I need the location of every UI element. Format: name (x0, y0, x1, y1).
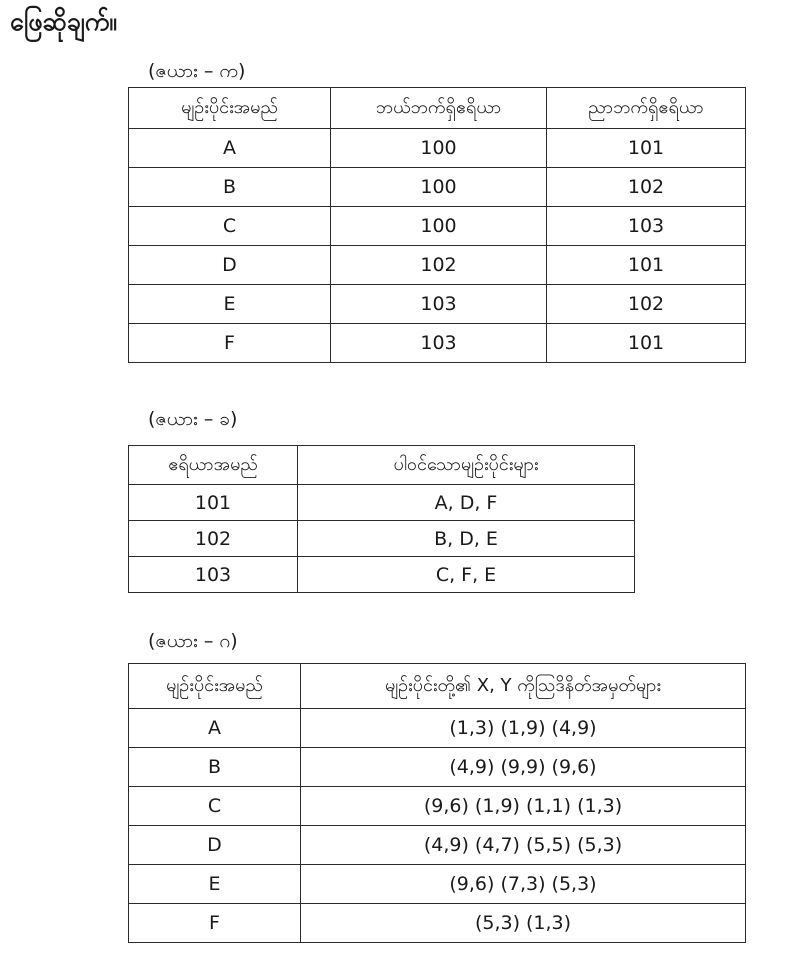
column-header: ဧရိယာအမည် (129, 446, 298, 485)
segment-name-cell: D (129, 826, 301, 865)
left-area-cell: 100 (331, 129, 547, 168)
segment-name-cell: C (129, 207, 331, 246)
table-row (129, 285, 746, 324)
table-row (129, 748, 746, 787)
column-header: မျဉ်းပိုင်းအမည် (129, 88, 331, 129)
table-row (129, 904, 746, 943)
segment-name-cell: D (129, 246, 331, 285)
coordinates-cell: (1,3) (1,9) (4,9) (301, 709, 746, 748)
table-row (129, 246, 746, 285)
table-row (129, 324, 746, 363)
segment-name-cell: F (129, 324, 331, 363)
right-area-cell: 103 (547, 207, 746, 246)
left-area-cell: 102 (331, 246, 547, 285)
table-row (129, 787, 746, 826)
segment-name-cell: B (129, 168, 331, 207)
table-row (129, 485, 635, 521)
table1-caption: (ဇယား – က) (148, 60, 246, 82)
table-header-row (129, 446, 635, 485)
right-area-cell: 101 (547, 324, 746, 363)
table-row (129, 168, 746, 207)
segment-name-cell: E (129, 285, 331, 324)
segment-name-cell: E (129, 865, 301, 904)
table-row (129, 207, 746, 246)
table2-caption: (ဇယား – ခ) (148, 408, 238, 430)
column-header: ဘယ်ဘက်ရှိဧရိယာ (331, 88, 547, 129)
segment-name-cell: F (129, 904, 301, 943)
coordinates-cell: (4,9) (9,9) (9,6) (301, 748, 746, 787)
segment-name-cell: A (129, 709, 301, 748)
area-segments-table (128, 445, 635, 593)
table-header-row (129, 664, 746, 709)
segment-name-cell: B (129, 748, 301, 787)
column-header: မျဉ်းပိုင်းအမည် (129, 664, 301, 709)
answer-heading: ဖြေဆိုချက်။ (10, 7, 117, 36)
right-area-cell: 101 (547, 246, 746, 285)
left-area-cell: 100 (331, 207, 547, 246)
segments-cell: A, D, F (298, 485, 635, 521)
coordinates-cell: (5,3) (1,3) (301, 904, 746, 943)
segment-coordinates-table (128, 663, 746, 943)
segments-cell: B, D, E (298, 521, 635, 557)
table-row (129, 826, 746, 865)
table-header-row (129, 88, 746, 129)
segment-name-cell: C (129, 787, 301, 826)
column-header: ပါဝင်သောမျဉ်းပိုင်းများ (298, 446, 635, 485)
right-area-cell: 102 (547, 285, 746, 324)
table-row (129, 709, 746, 748)
right-area-cell: 101 (547, 129, 746, 168)
table3-caption: (ဇယား – ဂ) (148, 630, 238, 652)
area-name-cell: 101 (129, 485, 298, 521)
coordinates-cell: (4,9) (4,7) (5,5) (5,3) (301, 826, 746, 865)
segments-cell: C, F, E (298, 557, 635, 593)
column-header: ညာဘက်ရှိဧရိယာ (547, 88, 746, 129)
left-area-cell: 103 (331, 324, 547, 363)
line-segment-area-table (128, 87, 746, 363)
column-header: မျဉ်းပိုင်းတို့၏ X, Y ကိုသြဒိနိတ်အမှတ်များ (301, 664, 746, 709)
right-area-cell: 102 (547, 168, 746, 207)
segment-name-cell: A (129, 129, 331, 168)
left-area-cell: 100 (331, 168, 547, 207)
area-name-cell: 102 (129, 521, 298, 557)
table-row (129, 521, 635, 557)
area-name-cell: 103 (129, 557, 298, 593)
table-row (129, 865, 746, 904)
coordinates-cell: (9,6) (7,3) (5,3) (301, 865, 746, 904)
table-row (129, 557, 635, 593)
coordinates-cell: (9,6) (1,9) (1,1) (1,3) (301, 787, 746, 826)
left-area-cell: 103 (331, 285, 547, 324)
table-row (129, 129, 746, 168)
